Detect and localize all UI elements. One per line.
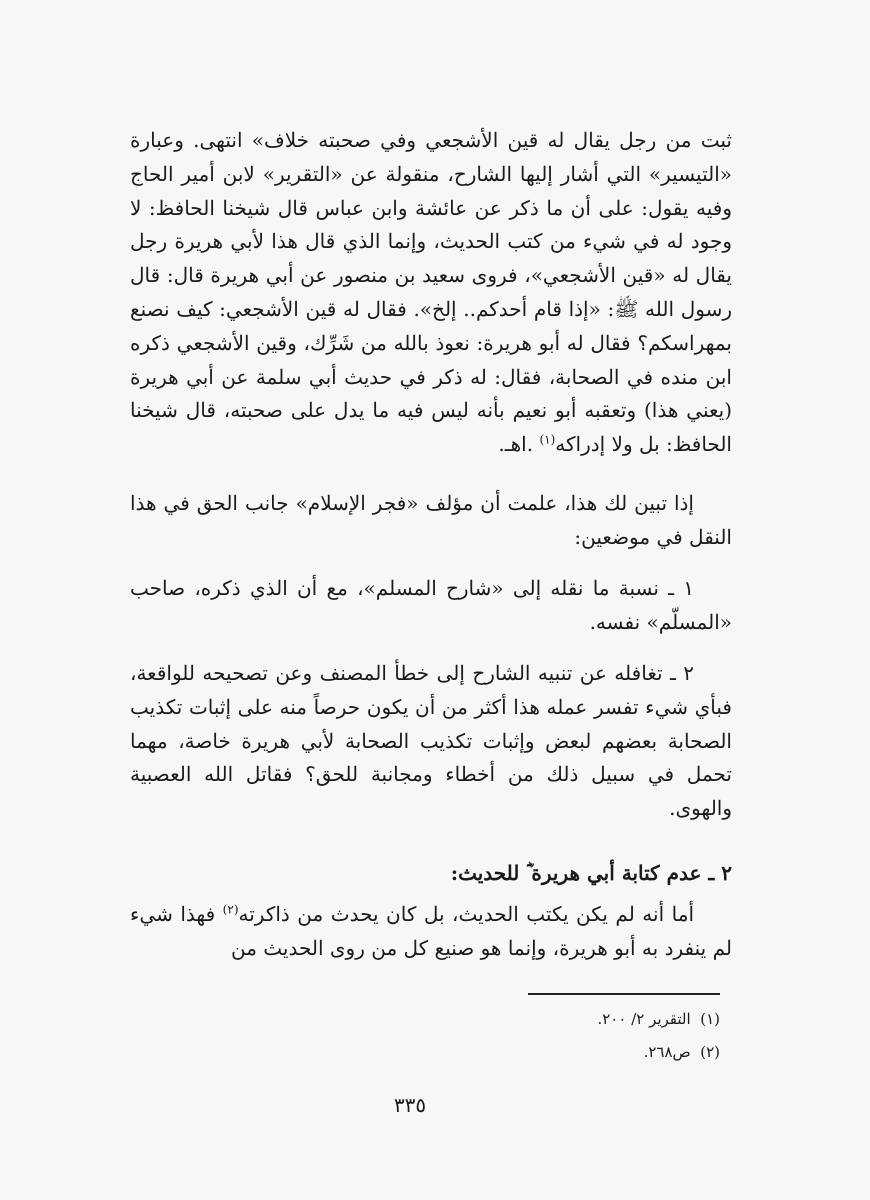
body-paragraph-2 <box>130 487 732 555</box>
footnote-1 <box>300 1008 720 1030</box>
footnote-ref-1[interactable]: (١) <box>539 432 556 447</box>
paragraph-2-text: إذا تبين لك هذا، علمت أن مؤلف «فجر الإسلام» جانب الحق في هذا النقل في موضعين: <box>130 491 732 549</box>
footnote-1-text: التقرير ٢/ ٢٠٠. <box>597 1010 691 1028</box>
footnote-ref-2[interactable]: (٢) <box>222 902 239 917</box>
paragraph-5-start: أما أنه لم يكن يكتب الحديث، بل كان يحدث من ذاكرته <box>238 902 694 926</box>
paragraph-5-end: فهذا شيء لم ينفرد به أبو هريرة، وإنما هو صنيع كل من روى الحديث من <box>130 902 732 960</box>
body-paragraph-5 <box>130 898 732 966</box>
footnote-2-marker: (٢) <box>700 1043 720 1061</box>
list-item-1-text: ١ ـ نسبة ما نقله إلى «شارح المسلم»، مع أن الذي ذكره، صاحب «المسلّم» نفسه. <box>130 576 732 634</box>
paragraph-1-text: ثبت من رجل يقال له قين الأشجعي وفي صحبته خلاف» انتهى. وعبارة «التيسير» التي أشار إليها الشارح، منقولة عن «التقرير» لابن أمير الحاج وفيه يقول: على أن ما ذكر عن عائشة وابن عباس قال شيخنا الحافظ: لا وجود له في شيء من كتب الحديث، وإنما الذي قال هذا لأبي هريرة رجل يقال له «قين الأشجعي»، فروى سعيد بن منصور عن أبي هريرة قال: قال رسول الله ﷺ: «إذا قام أحدكم.. إلخ». فقال له قين الأشجعي: كيف نصنع بمهراسكم؟ فقال له أبو هريرة: نعوذ بالله من شَرِّك، وقين الأشجعي ذكره ابن منده في الصحابة، فقال: له ذكر في حديث أبي سلمة عن أبي هريرة (يعني هذا) وتعقبه أبو نعيم بأنه ليس فيه ما يدل على صحبته، قال شيخنا الحافظ: بل ولا إدراكه <box>130 128 732 457</box>
body-paragraph-1 <box>130 124 732 462</box>
footnote-2-text: ص٢٦٨. <box>643 1043 691 1061</box>
footnote-divider <box>528 993 720 995</box>
section-heading: ٢ ـ عدم كتابة أبي هريرة ؓ للحديث: <box>450 861 732 885</box>
list-item-1 <box>130 572 732 640</box>
footnote-2 <box>300 1041 720 1063</box>
paragraph-1-tail: .اهـ. <box>498 432 534 457</box>
list-item-2 <box>130 657 732 826</box>
page-number: ٣٣٥ <box>393 1093 427 1117</box>
footnote-1-marker: (١) <box>700 1010 720 1028</box>
list-item-2-text: ٢ ـ تغافله عن تنبيه الشارح إلى خطأ المصنف وعن تصحيحه للواقعة، فبأي شيء تفسر عمله هذا أكثر من أن يكون حرصاً منه على إثبات تكذيب الصحابة بعضهم لبعض وإثبات تكذيب الصحابة لأبي هريرة خاصة، مهما تحمل في سبيل ذلك من أخطاء ومجانبة للحق؟ فقاتل الله العصبية والهوى. <box>130 661 732 821</box>
